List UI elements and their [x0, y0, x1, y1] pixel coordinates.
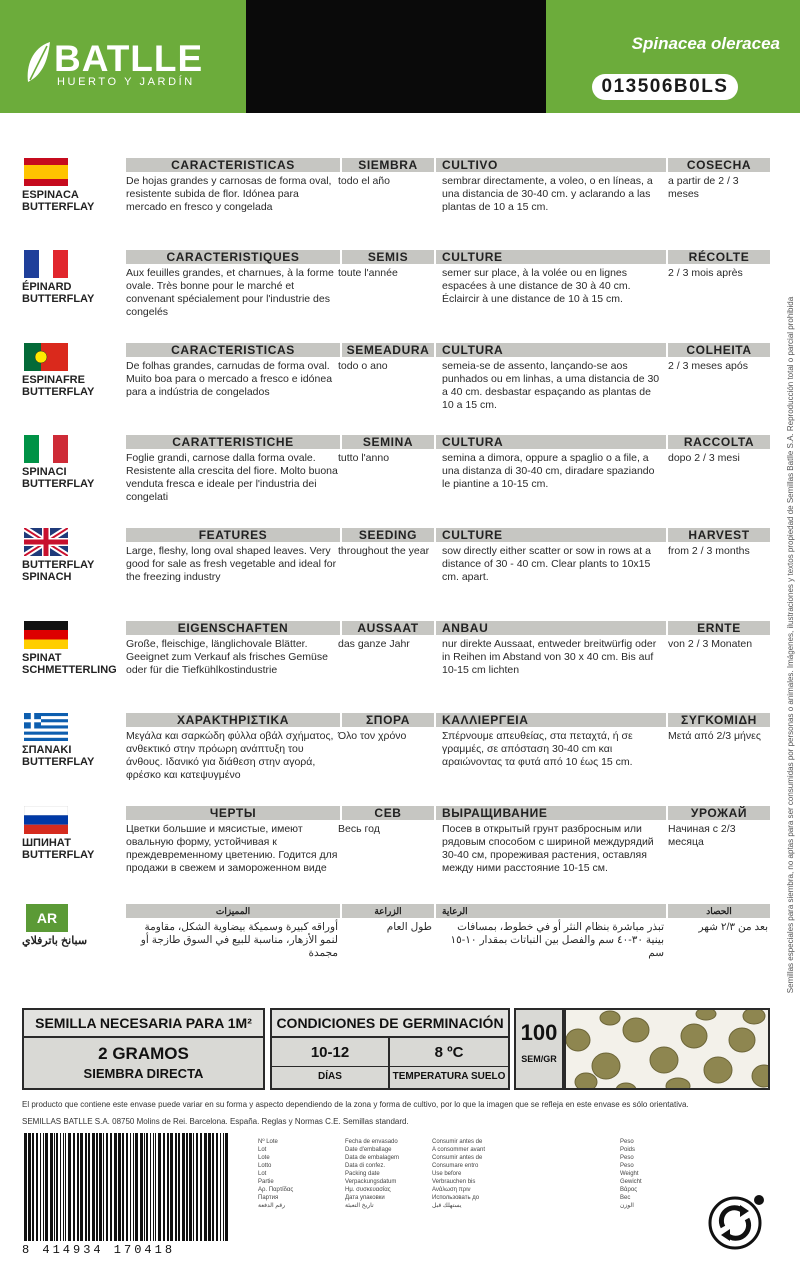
text-cultivation: تبذر مباشرة بنظام النثر أو في خطوط، بمسافات بينية ٣٠-٤٠ سم والفصل بين النباتات بمقدار ١٠-١٥ سم: [450, 921, 664, 959]
info-line: Data de embalagem: [345, 1155, 400, 1161]
info-line: Use before: [432, 1171, 462, 1177]
germination-days: [272, 1038, 390, 1088]
uk-flag-icon: [24, 528, 68, 556]
text-sowing: throughout the year: [338, 545, 430, 557]
text-harvest: von 2 / 3 Monaten: [668, 638, 753, 650]
seeds-illustration: [566, 1010, 770, 1090]
header-cultivation: CULTURE: [442, 250, 503, 264]
header-cultivation: CULTURE: [442, 528, 503, 542]
text-cultivation: Σπέρνουμε απευθείας, στα πεταχτά, ή σε γραμμές, σε απόσταση 30-40 cm και αραιώνοντας τα φυτά από 10 έως 15 cm.: [442, 730, 633, 768]
brand-subtitle: HUERTO Y JARDÍN: [57, 76, 195, 88]
info-column: [620, 1138, 642, 1210]
header-sowing: ΣΠΟΡΑ: [366, 713, 410, 727]
text-harvest: Μετά από 2/3 μήνες: [668, 730, 761, 742]
header-cultivation: ВЫРАЩИВАНИЕ: [442, 806, 548, 820]
header-characteristics: EIGENSCHAFTEN: [177, 621, 289, 635]
info-line: Ανάλωση πριν: [432, 1187, 471, 1193]
side-legal-text: Semillas especiales para siembra, no aptas para ser consumidas por personas o animales. Imágenes, ilustraciones y textos propiedad de Semillas Batlle S.A. Reproducción total o parcial prohibida: [786, 296, 795, 994]
text-cultivation: sow directly either scatter or sow in rows at a distance of 30 - 40 cm. Clear plants to 10x15 cm. apart.: [442, 545, 651, 583]
text-cultivation: sembrar directamente, a voleo, o en líneas, a una distancia de 30-40 cm. y aclarando a las plantas de 10 a 15 cm.: [442, 175, 653, 213]
recycle-icon: [707, 1191, 767, 1251]
text-harvest: a partir de 2 / 3 meses: [668, 175, 739, 200]
info-line: Data di confez.: [345, 1163, 386, 1169]
info-line: Poids: [620, 1147, 636, 1153]
info-line: Consumir antes de: [432, 1155, 483, 1161]
header-harvest: RACCOLTA: [683, 435, 755, 449]
info-line: Βάρος: [620, 1187, 638, 1193]
seeds-unit: SEM/GR: [521, 1054, 557, 1064]
france-flag-icon: [24, 250, 68, 278]
info-line: Consumir antes de: [432, 1139, 483, 1145]
info-line: يستهلك قبل: [432, 1203, 462, 1209]
info-line: A consommer avant: [432, 1147, 486, 1153]
info-line: Peso: [620, 1155, 634, 1161]
info-line: Партия: [258, 1195, 279, 1201]
info-column: [432, 1138, 485, 1210]
germination-title: CONDICIONES DE GERMINACIÓN: [272, 1010, 508, 1038]
portugal-flag-icon: [24, 343, 68, 371]
company-text: SEMILLAS BATLLE S.A. 08750 Molins de Rei. Barcelona. España. Reglas y Normas C.E. Semillas standard.: [22, 1117, 409, 1126]
text-sowing: Όλο τον χρόνο: [338, 730, 407, 742]
header-harvest: ΣΥΓΚΟΜΙΔΗ: [681, 713, 757, 727]
language-block: [22, 528, 770, 618]
header-cultivation: الرعاية: [442, 906, 468, 916]
header-cultivation: ΚΑΛΛΙΕΡΓΕΙΑ: [442, 713, 529, 727]
sowing-info-row: [22, 1008, 770, 1090]
crop-name: سبانخ باترفلاي: [22, 935, 88, 947]
header-characteristics: FEATURES: [198, 528, 268, 542]
crop-name: ÉPINARD BUTTERFLAY: [22, 281, 95, 305]
header-harvest: COSECHA: [686, 158, 752, 172]
header-cultivation: CULTIVO: [442, 158, 498, 172]
info-line: Αρ. Παρτίδας: [258, 1187, 294, 1193]
leaf-logo-icon: [24, 40, 52, 84]
brand-name: BATLLE: [54, 38, 204, 79]
text-harvest: 2 / 3 meses após: [668, 360, 748, 372]
barcode-number: 8 414934 170418: [22, 1243, 176, 1257]
info-line: Peso: [620, 1139, 634, 1145]
text-cultivation: semer sur place, à la volée ou en lignes espacées à une distance de 30 à 40 cm. Éclaircir à une distance de 10 à 15 cm.: [442, 267, 631, 305]
crop-name: ESPINACA BUTTERFLAY: [22, 189, 95, 213]
italy-flag-icon: [24, 435, 68, 463]
header-characteristics: CARACTERISTICAS: [171, 343, 295, 357]
info-line: Использовать до: [432, 1195, 480, 1201]
product-code: 013506B0LS: [592, 74, 738, 100]
info-line: Lot: [258, 1171, 267, 1177]
russia-flag-icon: [24, 806, 68, 834]
header-harvest: УРОЖАЙ: [690, 806, 748, 820]
header-characteristics: المميزات: [215, 906, 251, 916]
text-sowing: das ganze Jahr: [338, 638, 410, 650]
text-harvest: from 2 / 3 months: [668, 545, 750, 557]
barcode: [22, 1133, 234, 1241]
seed-needed-sub: SIEMBRA DIRECTA: [83, 1066, 204, 1081]
header-characteristics: CARATTERISTICHE: [172, 435, 294, 449]
header-sowing: SEEDING: [358, 528, 418, 542]
header-harvest: COLHEITA: [686, 343, 752, 357]
info-line: Date d'emballage: [345, 1147, 392, 1153]
disclaimer-text: El producto que contiene este envase puede variar en su forma y aspecto dependiendo de la zona y forma de cultivo, por lo que la imagen que se refleja en este envase es sólo orientativa.: [22, 1100, 689, 1109]
language-block: [22, 621, 770, 711]
info-line: Nº Lote: [258, 1139, 278, 1145]
seed-needed-box: [22, 1008, 265, 1090]
text-characteristics: Foglie grandi, carnose dalla forma ovale. Resistente alla crescita del fiore. Molto buona venduta fresca e ideale per l'industria dei congelati: [126, 452, 338, 503]
text-characteristics: Μεγάλα και σαρκώδη φύλλα οβάλ σχήματος, ανθεκτικό στην πρόωρη ανάπτυξη του άνθους. Ιδανικό για διάθεση στην αγορά, φρέσκο και κατεψυγμένο: [126, 730, 334, 781]
info-line: Lote: [258, 1155, 270, 1161]
header-cultivation: CULTURA: [442, 435, 504, 449]
header-sowing: СЕВ: [374, 806, 402, 820]
text-cultivation: semina a dimora, oppure a spaglio o a file, a una distanza di 30-40 cm, diradare spaziando le piantine a 10-15 cm.: [442, 452, 655, 490]
header-harvest: HARVEST: [688, 528, 750, 542]
info-line: Fecha de envasado: [345, 1139, 398, 1145]
text-sowing: Весь год: [338, 823, 380, 835]
info-line: Partie: [258, 1179, 274, 1185]
info-line: رقم الدفعة: [258, 1203, 286, 1209]
text-sowing: tutto l'anno: [338, 452, 390, 464]
package-header: [0, 0, 800, 113]
language-block: [22, 904, 770, 994]
seed-needed-value: 2 GRAMOS: [98, 1044, 189, 1063]
text-characteristics: Große, fleischige, länglichovale Blätter. Geeignet zum Verkauf als frisches Gemüse oder für die Tiefkühlkostindustrie: [126, 638, 328, 676]
text-sowing: todo o ano: [338, 360, 388, 372]
info-line: Lot: [258, 1147, 267, 1153]
info-line: Gewicht: [620, 1179, 642, 1185]
language-block: [22, 158, 770, 248]
info-line: الوزن: [620, 1203, 634, 1209]
days-label: DÍAS: [272, 1066, 388, 1082]
info-line: Verpackungsdatum: [345, 1179, 397, 1185]
germination-temperature: [390, 1038, 508, 1088]
spain-flag-icon: [24, 158, 68, 186]
header-cultivation: ANBAU: [442, 621, 489, 635]
crop-name: BUTTERFLAY SPINACH: [22, 559, 95, 583]
language-block: [22, 713, 770, 803]
text-characteristics: De hojas grandes y carnosas de forma oval, resistente subida de flor. Idónea para mercado en fresco y congelada: [126, 175, 332, 213]
seeds-count: 100: [520, 1020, 558, 1045]
header-harvest: الحصاد: [706, 906, 732, 916]
text-sowing: todo el año: [338, 175, 390, 187]
text-cultivation: semeia-se de assento, lançando-se aos punhados ou em linhas, a uma distancia de 30 a 40 cm. desbastar espaçando as plantas de 10 a 15 cm.: [442, 360, 660, 411]
info-line: Peso: [620, 1163, 634, 1169]
temperature-label: TEMPERATURA SUELO: [390, 1066, 508, 1082]
crop-name: ΣΠΑΝΑΚΙ BUTTERFLAY: [22, 744, 95, 768]
header-sowing: SEMIS: [367, 250, 409, 264]
text-sowing: toute l'année: [338, 267, 398, 279]
seeds-per-gram-box: [514, 1008, 564, 1090]
text-sowing: طول العام: [386, 921, 432, 933]
seed-needed-title: SEMILLA NECESARIA PARA 1M²: [24, 1010, 263, 1038]
header-cultivation: CULTURA: [442, 343, 504, 357]
header-characteristics: ЧЕРТЫ: [209, 806, 257, 820]
text-cultivation: nur direkte Aussaat, entweder breitwürfig oder in Reihen im Abstand von 30 x 40 cm. Bis auf 10-15 cm lichten: [442, 638, 657, 676]
crop-name: ШПИНАТ BUTTERFLAY: [22, 837, 95, 861]
crop-name: ESPINAFRE BUTTERFLAY: [22, 374, 95, 398]
header-harvest: ERNTE: [697, 621, 741, 635]
text-cultivation: Посев в открытый грунт разбросным или рядовым способом с шириной междурядий 30-40 см, прореживая растения, оставляя между ними расстояние 10-15 см.: [442, 823, 654, 874]
brand-panel: [0, 0, 246, 113]
info-column: [345, 1138, 399, 1210]
info-line: تاريخ التعبئة: [345, 1203, 374, 1209]
ar-badge: AR: [26, 904, 68, 932]
header-harvest: RÉCOLTE: [688, 250, 750, 264]
header-sowing: SEMEADURA: [346, 343, 430, 357]
language-block: [22, 343, 770, 433]
text-harvest: dopo 2 / 3 mesi: [668, 452, 740, 464]
text-harvest: 2 / 3 mois après: [668, 267, 743, 279]
header-sowing: SIEMBRA: [358, 158, 418, 172]
temperature-value: 8 ºC: [434, 1044, 464, 1061]
text-harvest: Начиная с 2/3 месяца: [668, 823, 736, 848]
germination-box: [270, 1008, 510, 1090]
crop-name: SPINAT SCHMETTERLING: [22, 652, 117, 676]
language-block: [22, 250, 770, 340]
info-line: Weight: [620, 1171, 639, 1177]
days-value: 10-12: [310, 1044, 350, 1061]
header-sowing: الزراعة: [374, 906, 402, 916]
header-characteristics: ΧΑΡΑΚΤΗΡΙΣΤΙΚΑ: [176, 713, 290, 727]
text-characteristics: أوراقه كبيرة وسميكة بيضاوية الشكل، مقاومة لنمو الأزهار، مناسبة للبيع في السوق طازجة أو مجمدة: [140, 921, 338, 959]
text-characteristics: Aux feuilles grandes, et charnues, à la forme ovale. Très bonne pour le marché et convenant spécialement pour l'industrie des congelés: [126, 267, 334, 318]
greece-flag-icon: [24, 713, 68, 741]
crop-name: SPINACI BUTTERFLAY: [22, 466, 95, 490]
info-column: [258, 1138, 293, 1210]
germany-flag-icon: [24, 621, 68, 649]
text-characteristics: De folhas grandes, carnudas de forma oval. Muito boa para o mercado a fresco e idónea para a indústria de congelados: [126, 360, 333, 398]
info-line: Дата упаковки: [345, 1195, 385, 1201]
header-sowing: AUSSAAT: [357, 621, 419, 635]
info-line: Ημ. συσκευασίας: [345, 1187, 391, 1193]
text-harvest: بعد من ٢/٣ شهر: [698, 921, 768, 933]
header-characteristics: CARACTERISTIQUES: [166, 250, 300, 264]
latin-name: Spinacea oleracea: [631, 34, 780, 53]
info-line: Packing date: [345, 1171, 380, 1177]
header-sowing: SEMINA: [362, 435, 414, 449]
info-line: Lotto: [258, 1163, 272, 1169]
black-window-panel: [246, 0, 546, 113]
language-block: [22, 806, 770, 896]
info-line: Consumare entro: [432, 1163, 479, 1169]
text-characteristics: Цветки большие и мясистые, имеют овальную форму, устойчивая к преждевременному цветению. Годится для продажи в свежем и замороженном виде: [126, 823, 338, 874]
header-characteristics: CARACTERISTICAS: [171, 158, 295, 172]
text-characteristics: Large, fleshy, long oval shaped leaves. Very good for sale as fresh vegetable and ideal for the freezing industry: [126, 545, 337, 583]
info-line: Вес: [620, 1195, 631, 1201]
seed-photo: [564, 1008, 770, 1090]
info-line: Verbrauchen bis: [432, 1179, 476, 1185]
language-block: [22, 435, 770, 525]
